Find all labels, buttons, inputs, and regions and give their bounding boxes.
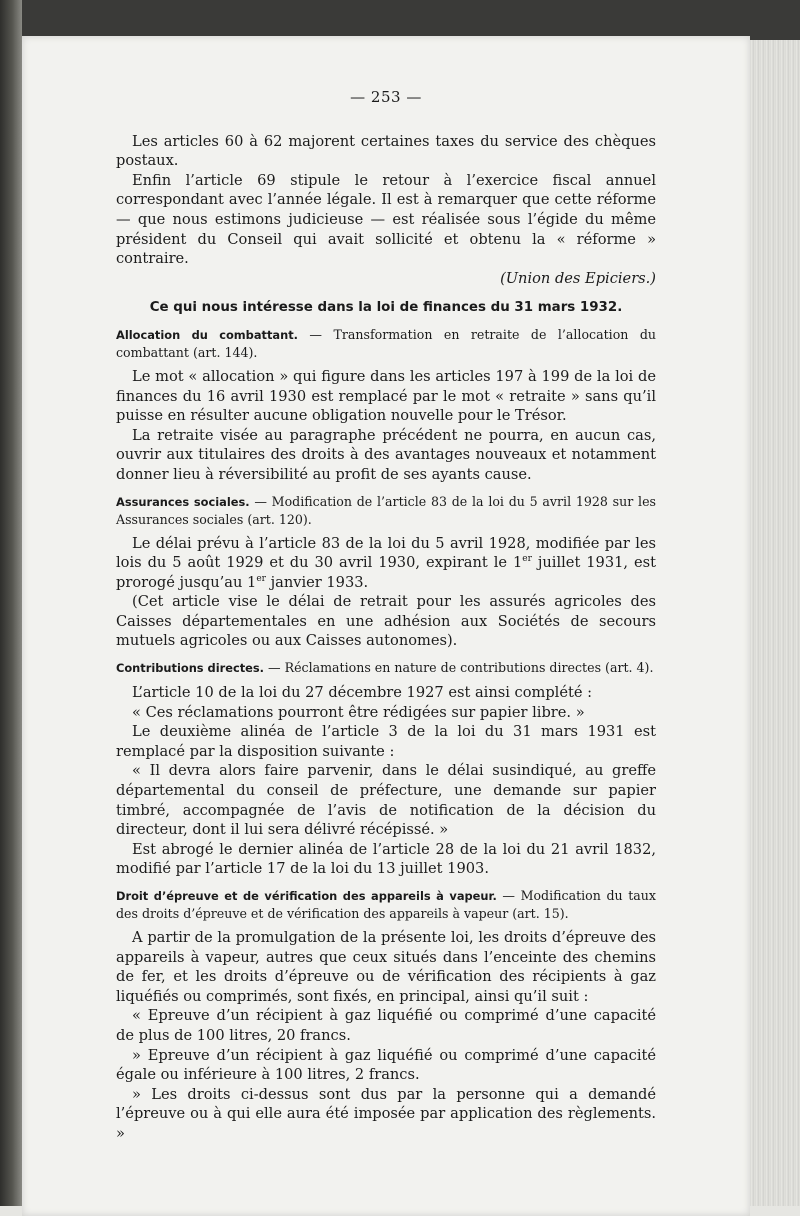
assurances-paragraph-1	[116, 534, 656, 593]
assurances-text-c: janvier 1933.	[265, 573, 369, 591]
droit-subheading	[116, 887, 656, 922]
contributions-description: — Réclamations en nature de contributions directes (art. 4).	[263, 660, 654, 676]
allocation-description: — Transformation en retraite de l’allocation du combattant (art. 144).	[116, 326, 656, 360]
droit-paragraph-4: » Les droits ci-dessus sont dus par la personne qui a demandé l’épreuve ou à qui elle aura été imposée par application des règlements. »	[116, 1085, 656, 1142]
allocation-paragraph-1: Le mot « allocation » qui figure dans les articles 197 à 199 de la loi de finances du 16 avril 1930 est remplacé par le mot « retraite » sans qu’il puisse en résulter aucune obligation nouvelle pour le Trésor.	[116, 367, 656, 425]
contributions-paragraph-3: Le deuxième alinéa de l’article 3 de la loi du 31 mars 1931 est remplacé par la disposition suivante :	[116, 723, 656, 760]
contributions-paragraph-2: « Ces réclamations pourront être rédigées sur papier libre. »	[132, 703, 585, 721]
superscript-2: er	[256, 573, 266, 584]
droit-paragraph-3: » Epreuve d’un récipient à gaz liquéfié ou comprimé d’une capacité égale ou inférieure à 100 litres, 2 francs.	[116, 1046, 656, 1084]
contributions-paragraph-5: Est abrogé le dernier alinéa de l’article 28 de la loi du 21 avril 1832, modifié par l’article 17 de la loi du 13 juillet 1903.	[116, 840, 656, 878]
superscript-1: er	[522, 554, 532, 565]
droit-description: — Modification du taux des droits d’épreuve et de vérification des appareils à vapeur (art. 15).	[116, 888, 656, 921]
droit-title: Droit d’épreuve et de vérification des appareils à vapeur.	[116, 889, 497, 903]
intro-paragraph-1: Les articles 60 à 62 majorent certaines taxes du service des chèques postaux.	[116, 132, 656, 170]
contributions-paragraph-4: « Il devra alors faire parvenir, dans le délai susindiqué, au greffe départemental du conseil de préfecture, une demande sur papier timbré, accompagnée de l’avis de notification de la décision du directeur, dont il lui sera délivré récépissé. »	[116, 762, 656, 839]
droit-paragraph-2: « Epreuve d’un récipient à gaz liquéfié ou comprimé d’une capacité de plus de 100 litres, 20 francs.	[116, 1007, 656, 1044]
allocation-subheading	[116, 326, 656, 361]
droit-paragraph-1: A partir de la promulgation de la présente loi, les droits d’épreuve des appareils à vapeur, autres que ceux situés dans l’enceinte des chemins de fer, et les droits d’épreuve ou de vérification des récipients à gaz liquéfiés ou comprimés, sont fixés, en principal, ainsi qu’il suit :	[116, 929, 656, 1005]
assurances-paragraph-2: (Cet article vise le délai de retrait pour les assurés agricoles des Caisses départementales en une adhésion aux Sociétés de secours mutuels agricoles ou aux Caisses autonomes).	[116, 593, 656, 650]
intro-paragraph-2: Enfin l’article 69 stipule le retour à l’exercice fiscal annuel correspondant avec l’année légale. Il est à remarquer que cette réforme — que nous estimons judicieuse — est réalisée sous l’égide du même président du Conseil qui avait sollicité et obtenu la « réforme » contraire.	[116, 171, 656, 268]
page-stack-edge	[750, 40, 800, 1216]
assurances-text-b: juillet 1931, est prorogé jusqu’au 1	[116, 554, 656, 591]
section-heading: Ce qui nous intéresse dans la loi de finances du 31 mars 1932.	[149, 300, 623, 316]
contributions-paragraph-1: L’article 10 de la loi du 27 décembre 1927 est ainsi complété :	[132, 684, 593, 702]
source-attribution: (Union des Epiciers.)	[500, 269, 656, 287]
book-binding-edge	[0, 0, 22, 1216]
assurances-text-a: Le délai prévu à l’article 83 de la loi du 5 avril 1928, modifiée par les lois du 5 août 1929 et du 30 avril 1930, expirant le 1	[116, 534, 656, 572]
allocation-paragraph-2: La retraite visée au paragraphe précédent ne pourra, en aucun cas, ouvrir aux titulaires des droits à des avantages nouveaux et notamment donner lieu à réversibilité au profit de ses ayants cause.	[116, 426, 656, 483]
contributions-subheading	[116, 659, 656, 677]
assurances-title: Assurances sociales.	[116, 494, 250, 509]
allocation-title: Allocation du combattant.	[116, 327, 298, 342]
assurances-subheading	[116, 493, 656, 528]
page-content	[116, 88, 656, 1144]
page-number: — 253 —	[350, 88, 422, 106]
contributions-title: Contributions directes.	[116, 661, 264, 676]
assurances-description: — Modification de l’article 83 de la loi du 5 avril 1928 sur les Assurances sociales (art. 120).	[116, 493, 656, 527]
